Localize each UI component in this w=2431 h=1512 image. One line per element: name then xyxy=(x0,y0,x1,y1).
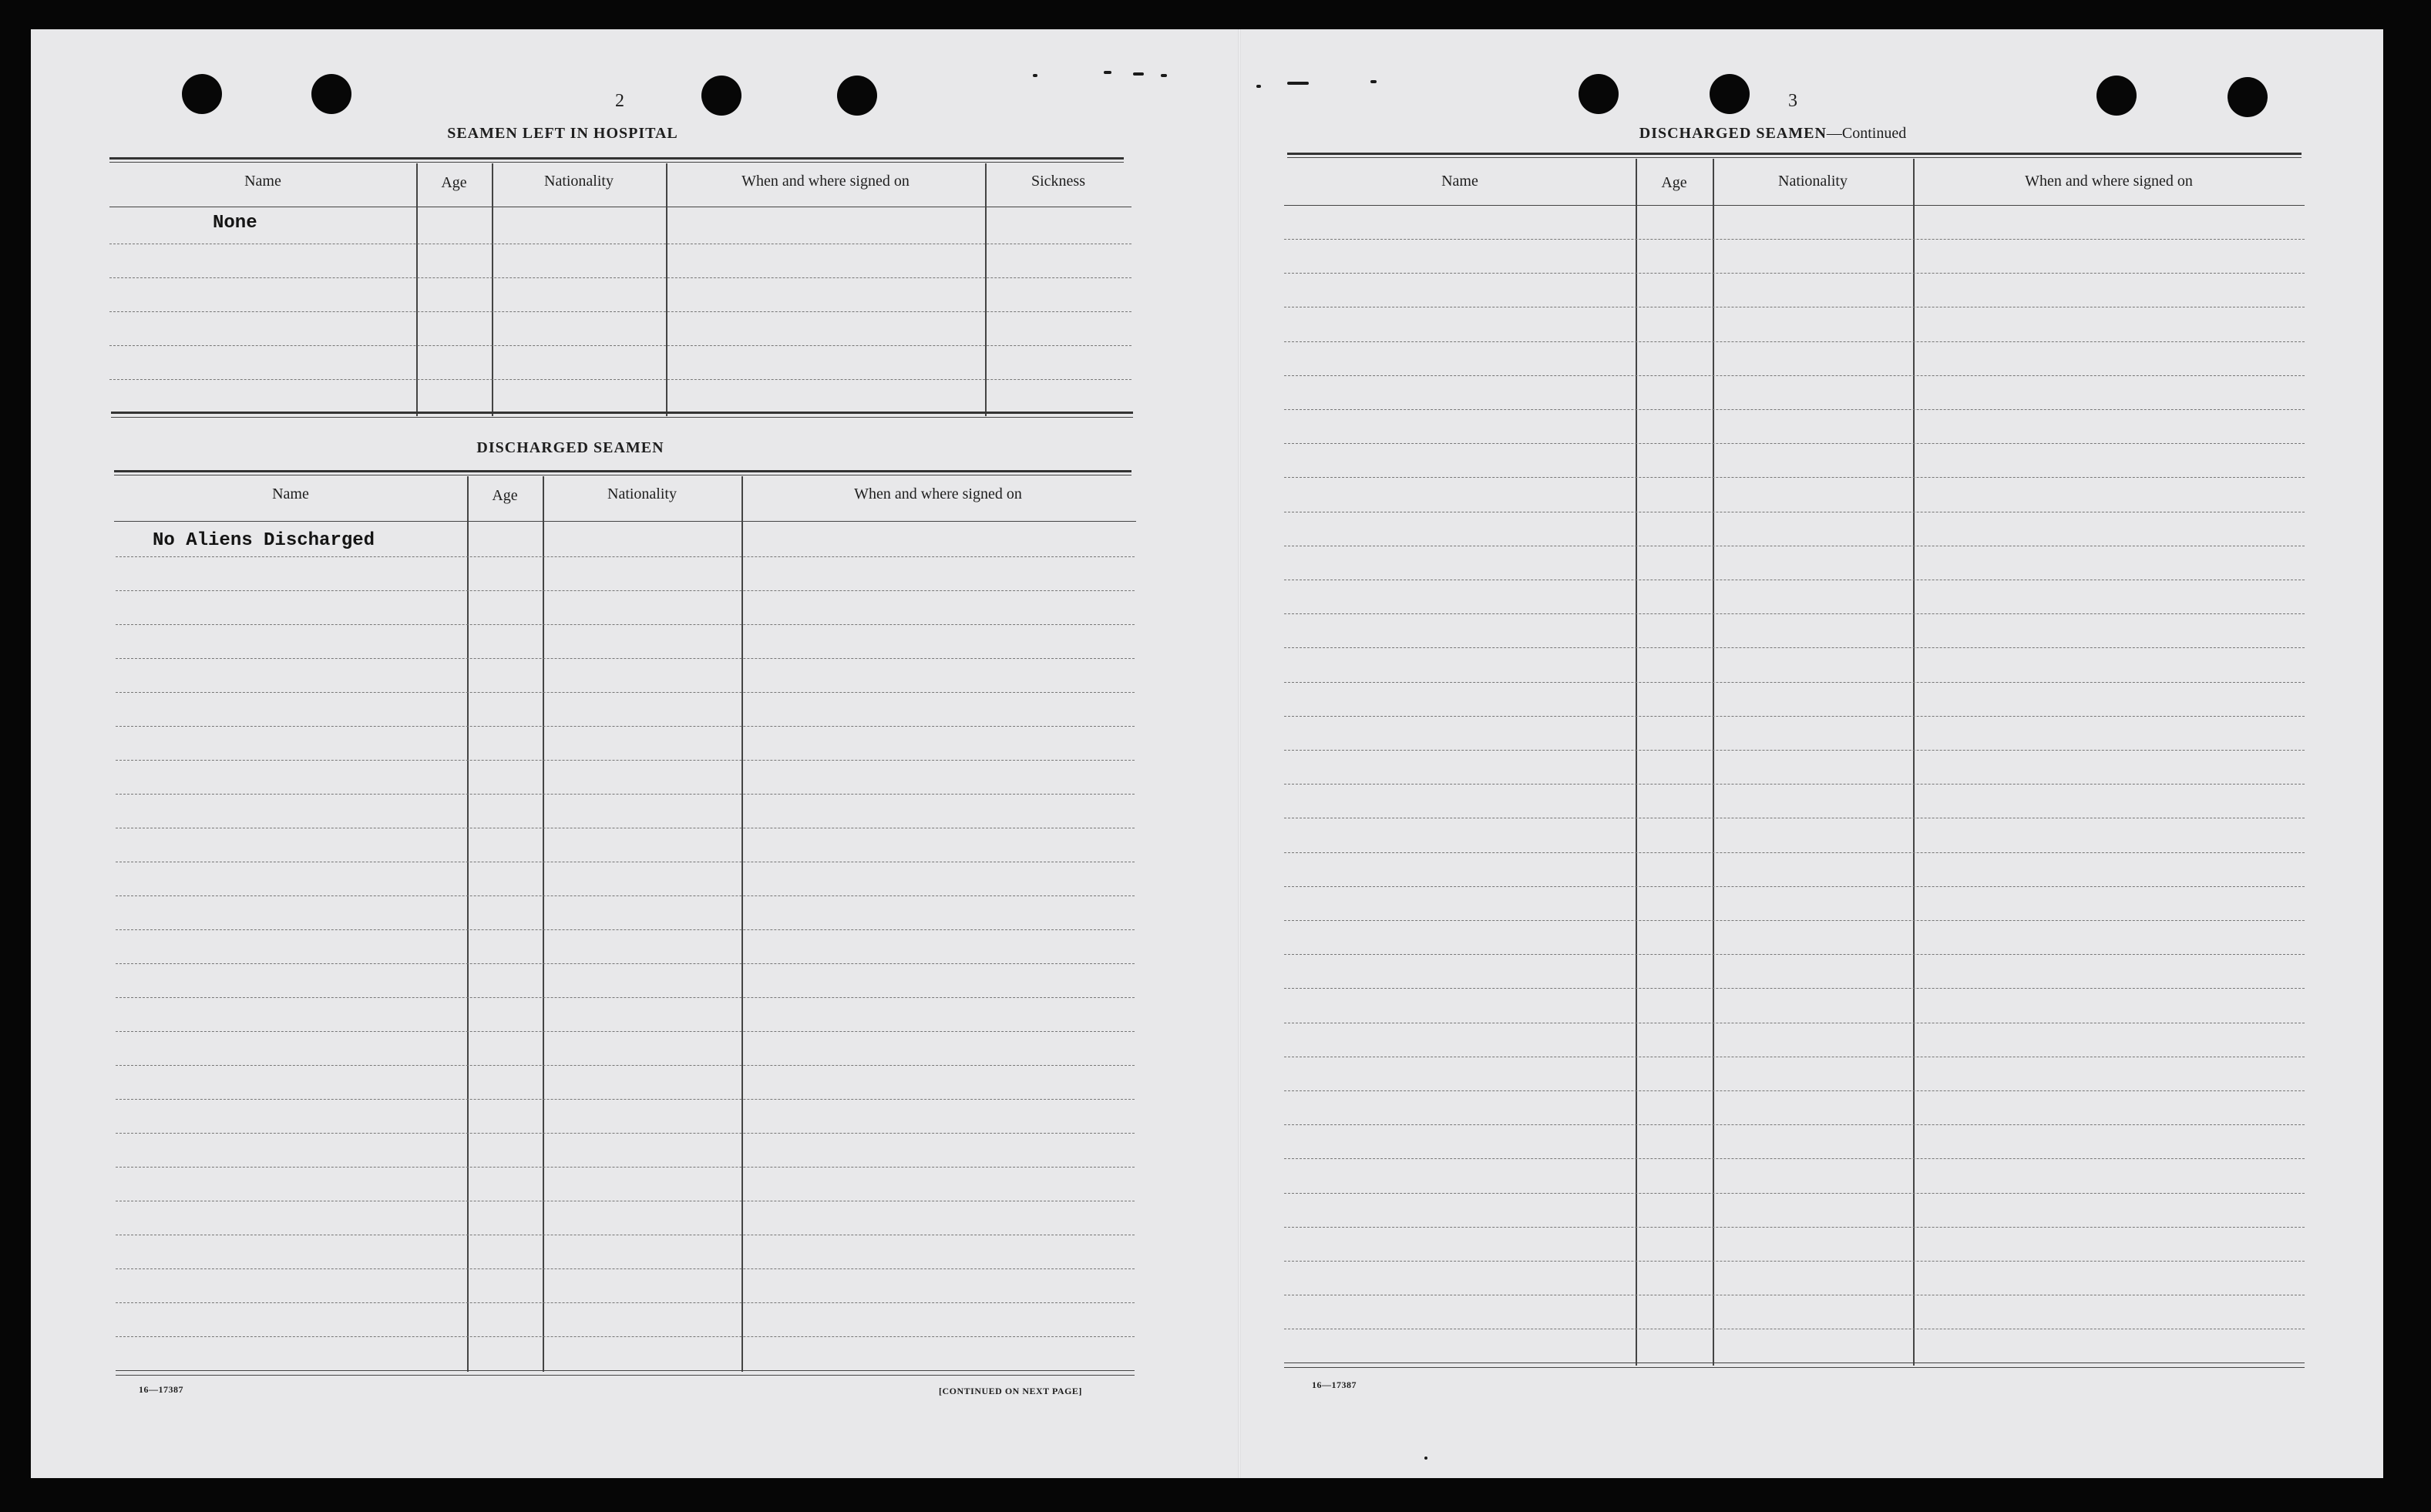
ink-mark xyxy=(1033,74,1037,77)
entry-line xyxy=(1284,1158,2305,1159)
discharged-section-title: DISCHARGED SEAMEN xyxy=(476,439,664,456)
entry-line xyxy=(1284,1261,2305,1262)
punch-hole xyxy=(2096,76,2137,116)
col-header-nationality: Nationality xyxy=(544,173,614,190)
col-header-nationality: Nationality xyxy=(1778,173,1848,190)
entry-line xyxy=(1284,1124,2305,1125)
column-divider xyxy=(741,476,743,1372)
entry-line xyxy=(1284,1090,2305,1091)
col-header-name: Name xyxy=(272,486,309,502)
page-number: 2 xyxy=(615,91,624,111)
col-header-name: Name xyxy=(1441,173,1478,190)
table-bottom-rule xyxy=(1284,1362,2305,1363)
hospital-entry-name: None xyxy=(213,213,257,234)
entry-line xyxy=(1284,647,2305,648)
col-header-signed-on: When and where signed on xyxy=(854,486,1022,502)
col-header-age: Age xyxy=(1661,174,1687,191)
table-top-rule xyxy=(114,470,1131,472)
ink-mark xyxy=(1424,1457,1427,1460)
column-divider xyxy=(416,163,418,416)
entry-line xyxy=(1284,375,2305,376)
entry-line xyxy=(116,726,1135,727)
punch-hole xyxy=(311,74,351,114)
entry-line xyxy=(116,1336,1135,1337)
entry-line xyxy=(116,1268,1135,1269)
table-bottom-rule xyxy=(1284,1367,2305,1368)
title-suffix: —Continued xyxy=(1826,125,1907,142)
entry-line xyxy=(116,929,1135,930)
entry-line xyxy=(116,1133,1135,1134)
column-divider xyxy=(985,163,987,416)
ink-mark xyxy=(1256,85,1261,88)
punch-hole xyxy=(1710,74,1750,114)
table-top-rule xyxy=(1287,153,2302,155)
entry-line xyxy=(116,692,1135,693)
punch-hole xyxy=(1579,74,1619,114)
entry-line xyxy=(1284,784,2305,785)
col-header-age: Age xyxy=(441,174,467,191)
entry-line xyxy=(116,794,1135,795)
entry-line xyxy=(1284,273,2305,274)
entry-line xyxy=(109,277,1131,278)
column-divider xyxy=(467,476,469,1372)
entry-line xyxy=(116,590,1135,591)
column-divider xyxy=(1913,159,1915,1366)
table-bottom-rule xyxy=(111,412,1133,414)
table-top-rule xyxy=(109,162,1124,163)
table-top-rule xyxy=(109,157,1124,160)
entry-line xyxy=(1284,954,2305,955)
discharged-entry-name: No Aliens Discharged xyxy=(153,530,375,551)
punch-hole xyxy=(701,76,741,116)
ink-mark xyxy=(1104,71,1111,74)
entry-line xyxy=(1284,477,2305,478)
entry-line xyxy=(116,760,1135,761)
entry-line xyxy=(1284,750,2305,751)
entry-line xyxy=(116,963,1135,964)
col-header-signed-on: When and where signed on xyxy=(2025,173,2193,190)
discharged-continued-title xyxy=(1534,125,2012,143)
col-header-sickness: Sickness xyxy=(1031,173,1085,190)
hospital-section-title: SEAMEN LEFT IN HOSPITAL xyxy=(447,125,678,142)
entry-line xyxy=(1284,886,2305,887)
table-bottom-rule xyxy=(111,417,1133,418)
entry-line xyxy=(1284,920,2305,921)
form-number: 16—17387 xyxy=(139,1384,183,1395)
ink-mark xyxy=(1370,80,1377,83)
entry-line xyxy=(116,997,1135,998)
form-number: 16—17387 xyxy=(1312,1379,1357,1390)
center-fold xyxy=(1238,29,1241,1478)
header-underline xyxy=(114,521,1136,522)
entry-line xyxy=(1284,682,2305,683)
entry-line xyxy=(1284,613,2305,614)
col-header-signed-on: When and where signed on xyxy=(741,173,910,190)
header-underline xyxy=(1284,205,2305,206)
entry-line xyxy=(116,1065,1135,1066)
column-divider xyxy=(1713,159,1714,1366)
entry-line xyxy=(1284,852,2305,853)
entry-line xyxy=(116,1031,1135,1032)
column-divider xyxy=(666,163,667,416)
title-main: DISCHARGED SEAMEN xyxy=(1639,125,1827,142)
ink-mark xyxy=(1161,74,1167,77)
entry-line xyxy=(1284,1193,2305,1194)
entry-line xyxy=(109,311,1131,312)
table-top-rule xyxy=(1287,157,2302,158)
page-number: 3 xyxy=(1788,91,1797,111)
entry-line xyxy=(1284,443,2305,444)
col-header-nationality: Nationality xyxy=(607,486,677,502)
entry-line xyxy=(116,1302,1135,1303)
table-bottom-rule xyxy=(116,1370,1135,1371)
entry-line xyxy=(116,658,1135,659)
continued-note: [CONTINUED ON NEXT PAGE] xyxy=(939,1386,1082,1396)
punch-hole xyxy=(2228,77,2268,117)
entry-line xyxy=(1284,988,2305,989)
column-divider xyxy=(492,163,493,416)
entry-line xyxy=(109,379,1131,380)
table-bottom-rule xyxy=(116,1375,1135,1376)
ink-mark xyxy=(1133,72,1144,76)
column-divider xyxy=(543,476,544,1372)
entry-line xyxy=(1284,716,2305,717)
form-sheet xyxy=(31,29,2383,1478)
entry-line xyxy=(116,1099,1135,1100)
col-header-name: Name xyxy=(244,173,281,190)
col-header-age: Age xyxy=(492,487,518,504)
entry-line xyxy=(1284,409,2305,410)
entry-line xyxy=(1284,341,2305,342)
entry-line xyxy=(116,556,1135,557)
entry-line xyxy=(116,1167,1135,1168)
punch-hole xyxy=(182,74,222,114)
ink-mark xyxy=(1287,82,1309,85)
entry-line xyxy=(116,895,1135,896)
column-divider xyxy=(1636,159,1637,1366)
entry-line xyxy=(109,345,1131,346)
entry-line xyxy=(1284,239,2305,240)
punch-hole xyxy=(837,76,877,116)
entry-line xyxy=(116,624,1135,625)
entry-line xyxy=(1284,1227,2305,1228)
